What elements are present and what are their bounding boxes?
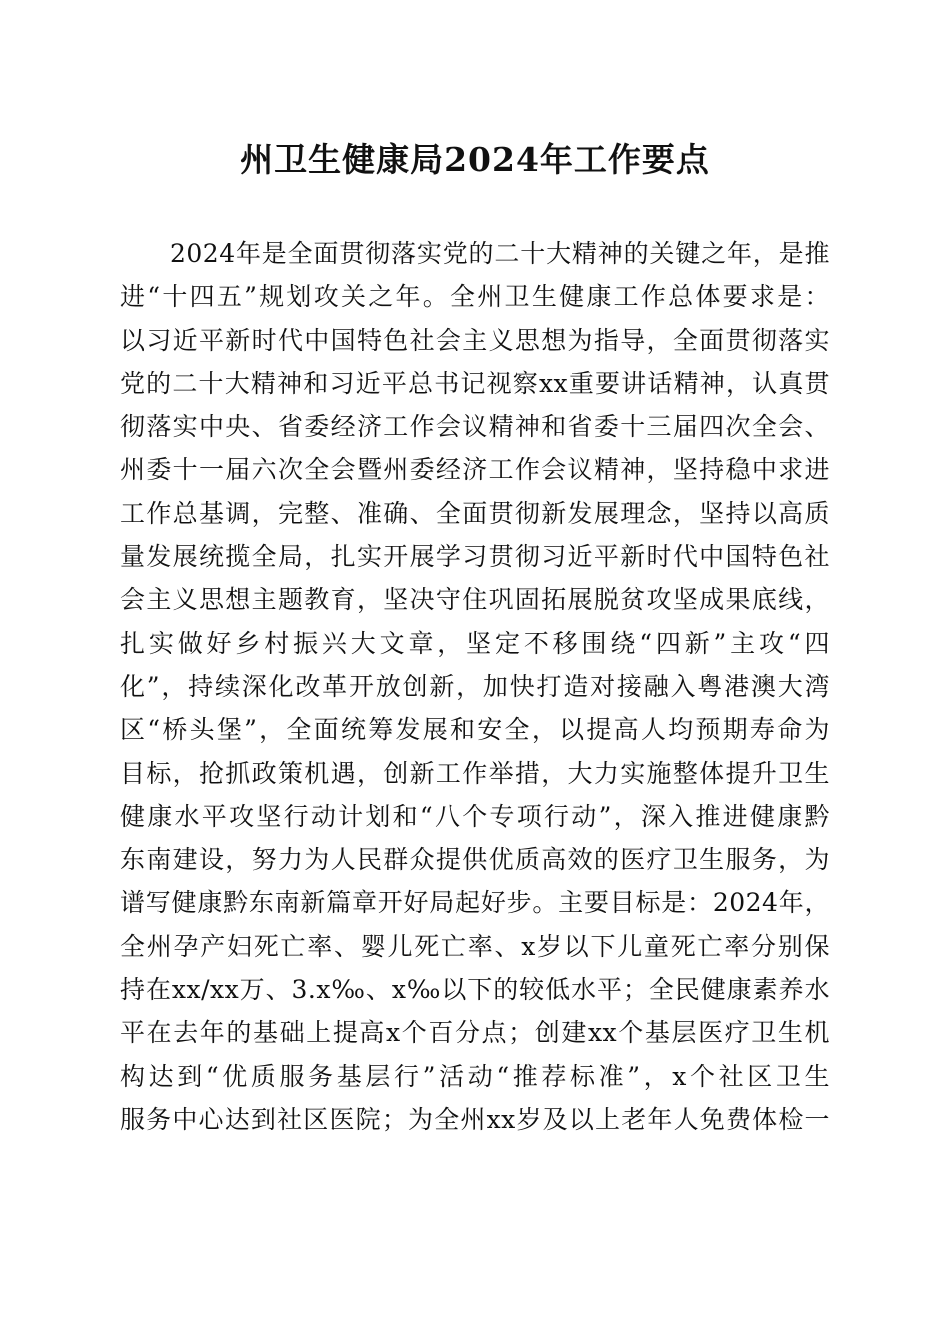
paragraph-line: 服务中心达到社区医院；为全州xx岁及以上老年人免费体检一: [120, 1104, 830, 1134]
paragraph-line: 化”，持续深化改革开放创新，加快打造对接融入粤港澳大湾: [120, 671, 830, 701]
paragraph-line: 东南建设，努力为人民群众提供优质高效的医疗卫生服务，为: [120, 845, 830, 875]
paragraph-line: 谱写健康黔东南新篇章开好局起好步。主要目标是：2024年，: [120, 888, 830, 918]
paragraph-line: 平在去年的基础上提高x个百分点；创建xx个基层医疗卫生机: [120, 1018, 830, 1048]
paragraph-line: 健康水平攻坚行动计划和“八个专项行动”，深入推进健康黔: [120, 801, 830, 831]
paragraph-line: 州委十一届六次全会暨州委经济工作会议精神，坚持稳中求进: [120, 455, 830, 485]
paragraph-line: 党的二十大精神和习近平总书记视察xx重要讲话精神，认真贯: [120, 368, 830, 398]
paragraph-line: 全州孕产妇死亡率、婴儿死亡率、x岁以下儿童死亡率分别保: [120, 931, 830, 961]
document-body: [120, 232, 830, 1141]
paragraph-line: 2024年是全面贯彻落实党的二十大精神的关键之年，是推: [170, 239, 830, 268]
paragraph-line: 会主义思想主题教育，坚决守住巩固拓展脱贫攻坚成果底线，: [120, 585, 830, 615]
paragraph-line: 彻落实中央、省委经济工作会议精神和省委十三届四次全会、: [120, 412, 830, 442]
paragraph-line: 工作总基调，完整、准确、全面贯彻新发展理念，坚持以高质: [120, 498, 830, 528]
paragraph-line: 区“桥头堡”，全面统筹发展和安全，以提高人均预期寿命为: [120, 715, 830, 745]
document-title: 州卫生健康局2024年工作要点: [240, 140, 710, 179]
paragraph-line: 量发展统揽全局，扎实开展学习贯彻习近平新时代中国特色社: [120, 542, 830, 572]
paragraph-line: 持在xx/xx万、3.x‰、x‰以下的较低水平；全民健康素养水: [120, 975, 830, 1005]
paragraph-line: 扎实做好乡村振兴大文章，坚定不移围绕“四新”主攻“四: [120, 628, 830, 658]
paragraph-line: 构达到“优质服务基层行”活动“推荐标准”，x个社区卫生: [120, 1061, 830, 1091]
paragraph-line: 进“十四五”规划攻关之年。全州卫生健康工作总体要求是：: [120, 282, 830, 312]
paragraph-line: 目标，抢抓政策机遇，创新工作举措，大力实施整体提升卫生: [120, 758, 830, 788]
paragraph-line: 以习近平新时代中国特色社会主义思想为指导，全面贯彻落实: [120, 325, 830, 355]
